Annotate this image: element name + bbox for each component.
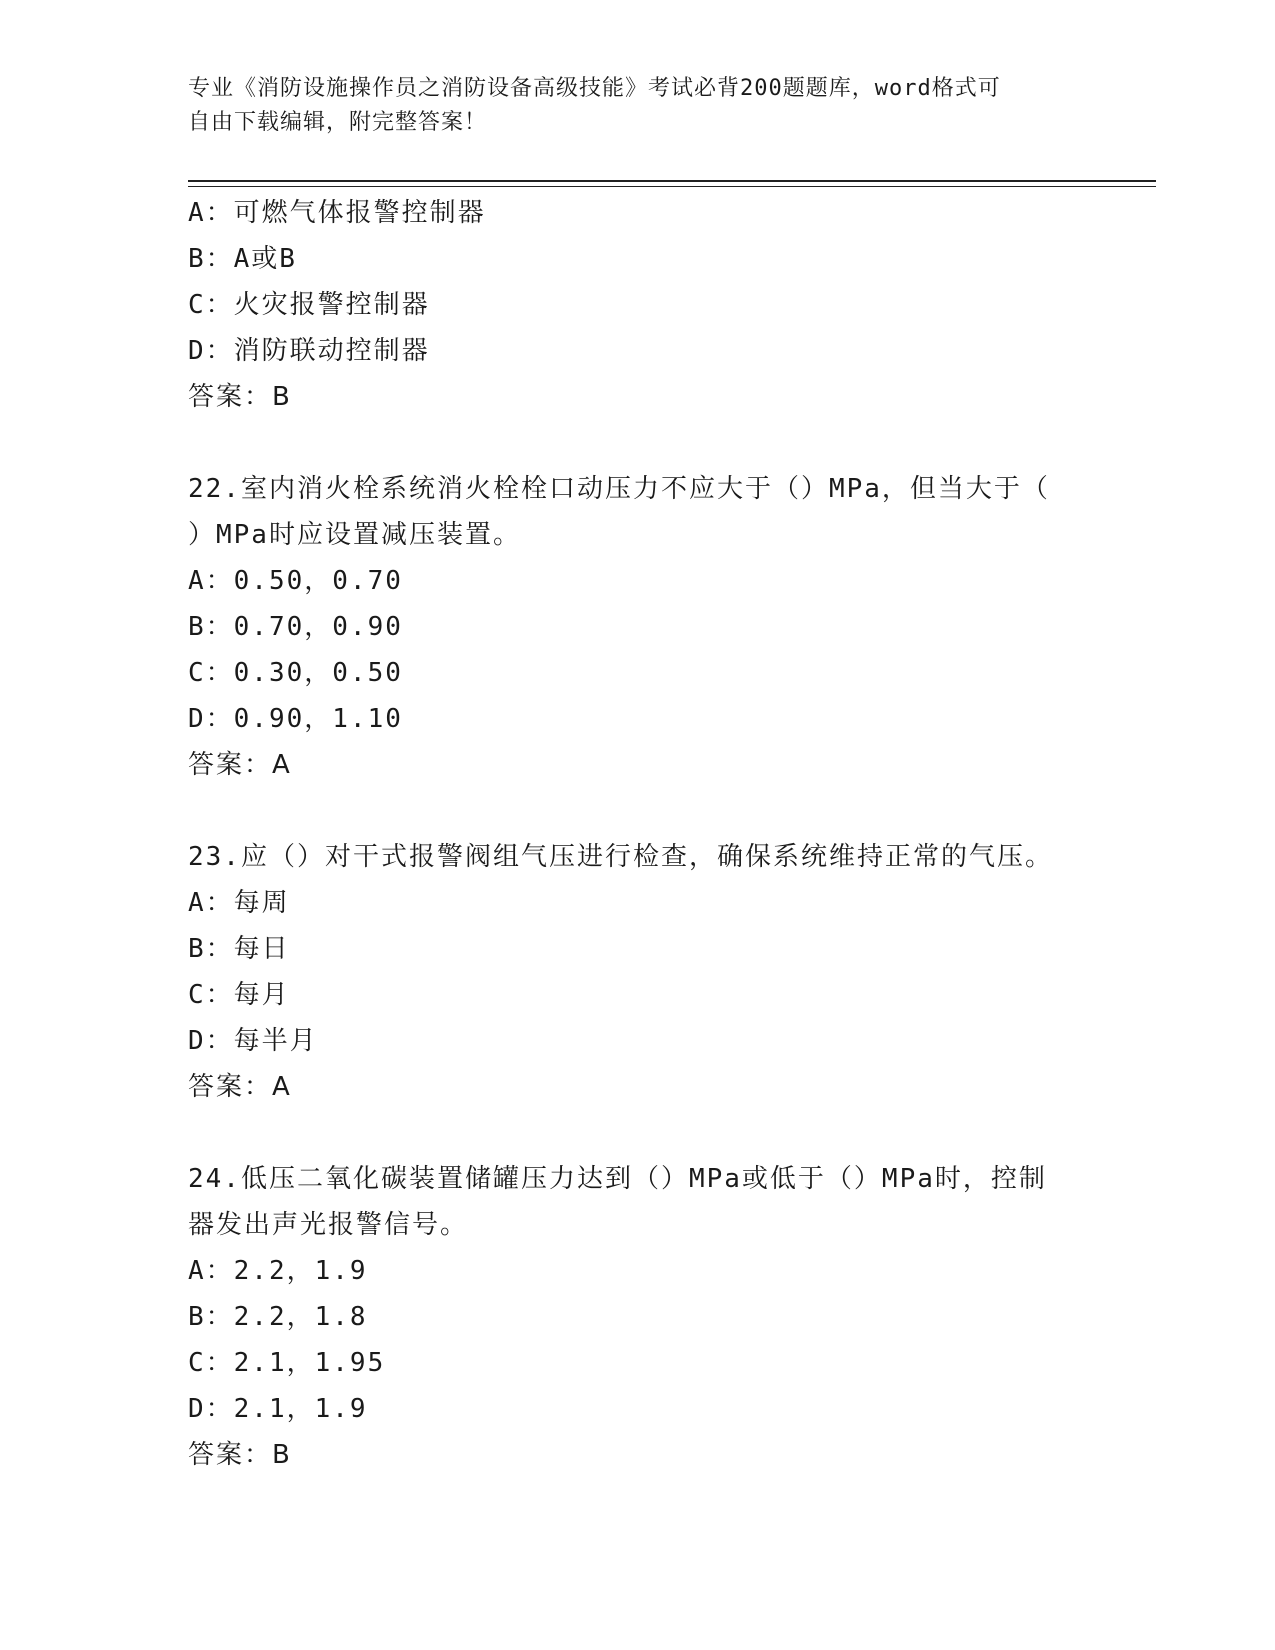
question-text-line-1: 22.室内消火栓系统消火栓栓口动压力不应大于（）MPa，但当大于（ [188, 474, 1050, 504]
option-a: A：0.50，0.70 [188, 566, 403, 596]
question-text-line-1: 24.低压二氧化碳装置储罐压力达到（）MPa或低于（）MPa时，控制 [188, 1164, 1047, 1194]
option-c: C：火灾报警控制器 [188, 290, 430, 320]
answer-text: 答案：A [188, 1072, 292, 1102]
answer-text: 答案：B [188, 382, 292, 412]
question-text-line-2: ）MPa时应设置减压装置。 [188, 520, 521, 550]
option-c: C：2.1，1.95 [188, 1348, 386, 1378]
option-b: B：A或B [188, 244, 297, 274]
header-divider-thin [188, 186, 1156, 187]
option-b: B：2.2，1.8 [188, 1302, 368, 1332]
option-d: D：0.90，1.10 [188, 704, 403, 734]
option-d: D：2.1，1.9 [188, 1394, 368, 1424]
option-a: A：每周 [188, 888, 290, 918]
header-line-2: 自由下载编辑，附完整答案！ [188, 110, 488, 135]
question-list [188, 190, 1068, 1478]
option-d: D：每半月 [188, 1026, 318, 1056]
option-d: D：消防联动控制器 [188, 336, 430, 366]
question-block-24 [188, 1156, 1068, 1478]
question-block-21 [188, 190, 1068, 420]
option-b: B：0.70，0.90 [188, 612, 403, 642]
option-b: B：每日 [188, 934, 290, 964]
answer-text: 答案：A [188, 750, 292, 780]
header-line-1: 专业《消防设施操作员之消防设备高级技能》考试必背200题题库，word格式可 [188, 76, 1001, 101]
question-block-22 [188, 466, 1068, 788]
option-a: A：可燃气体报警控制器 [188, 198, 486, 228]
document-header [188, 72, 1068, 140]
question-text-line-1: 23.应（）对干式报警阀组气压进行检查，确保系统维持正常的气压。 [188, 842, 1053, 872]
question-text-line-2: 器发出声光报警信号。 [188, 1210, 469, 1240]
option-a: A：2.2，1.9 [188, 1256, 368, 1286]
question-block-23 [188, 834, 1068, 1110]
header-divider-thick [188, 180, 1156, 182]
answer-text: 答案：B [188, 1440, 292, 1470]
option-c: C：每月 [188, 980, 290, 1010]
option-c: C：0.30，0.50 [188, 658, 403, 688]
